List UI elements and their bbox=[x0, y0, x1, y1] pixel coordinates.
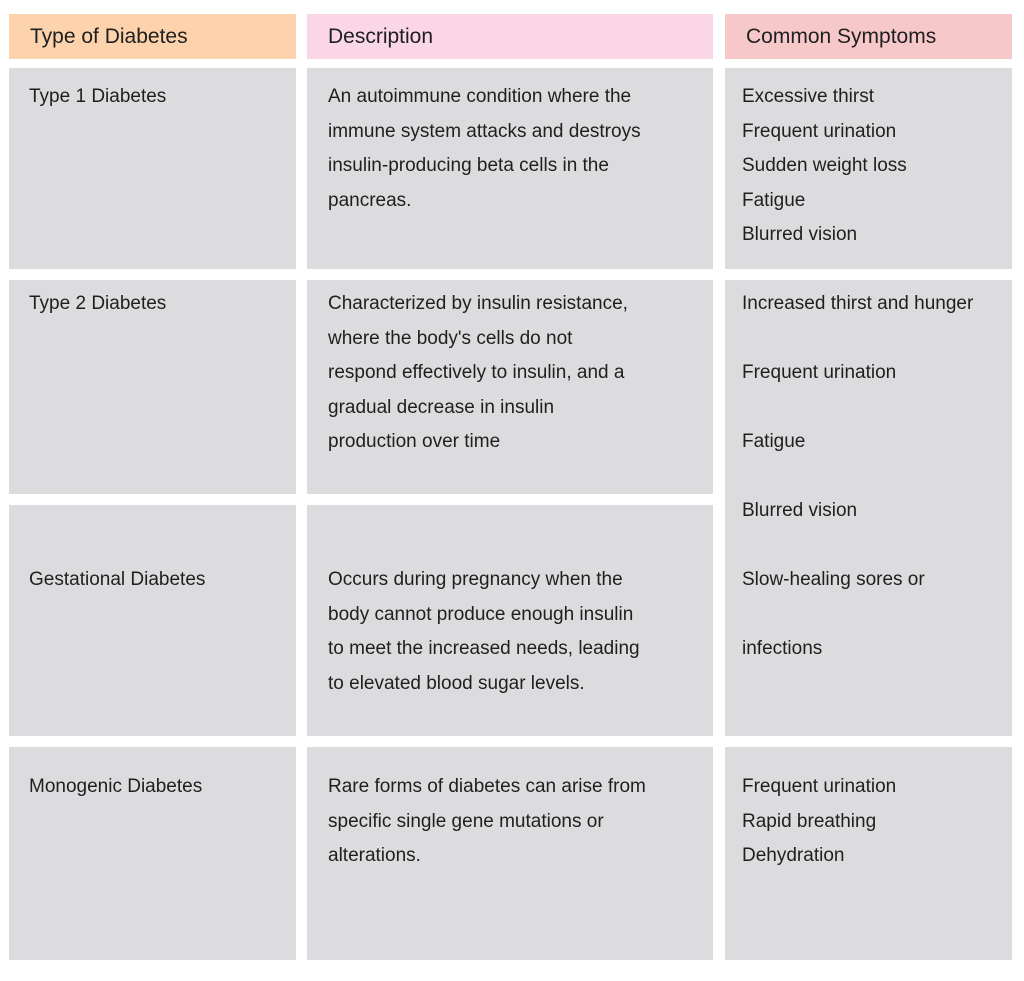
symptom-item: infections bbox=[742, 638, 823, 659]
monogenic-description bbox=[328, 770, 646, 874]
symptom-item: Excessive thirst bbox=[742, 86, 874, 107]
description-line: production over time bbox=[328, 431, 501, 452]
monogenic-symptoms-list bbox=[742, 770, 896, 874]
gestational-description bbox=[328, 563, 640, 701]
description-line: body cannot produce enough insulin bbox=[328, 603, 634, 625]
symptom-item: Increased thirst and hunger bbox=[742, 293, 974, 314]
type2-name: Type 2 Diabetes bbox=[29, 293, 167, 314]
type1-name: Type 1 Diabetes bbox=[29, 86, 167, 107]
description-line: Rare forms of diabetes can arise from bbox=[328, 776, 646, 797]
symptom-item: Dehydration bbox=[742, 845, 845, 866]
type1-description bbox=[328, 80, 641, 218]
symptom-item: Sudden weight loss bbox=[742, 155, 907, 176]
symptom-item: Fatigue bbox=[742, 431, 806, 452]
symptom-item: Blurred vision bbox=[742, 500, 858, 521]
type2-description bbox=[328, 287, 628, 460]
description-line: gradual decrease in insulin bbox=[328, 396, 555, 418]
symptom-item: Slow-healing sores or bbox=[742, 569, 925, 590]
cell-gestational-name bbox=[9, 505, 296, 736]
description-line: pancreas. bbox=[328, 189, 412, 211]
header-type-of-diabetes: Type of Diabetes bbox=[9, 14, 296, 59]
gestational-name: Gestational Diabetes bbox=[29, 569, 206, 590]
description-line: Characterized by insulin resistance, bbox=[328, 293, 628, 314]
symptom-item: Fatigue bbox=[742, 189, 806, 211]
description-line: respond effectively to insulin, and a bbox=[328, 362, 625, 383]
type1-symptoms-list bbox=[742, 80, 907, 253]
symptom-item: Rapid breathing bbox=[742, 810, 877, 832]
symptom-item: Frequent urination bbox=[742, 776, 897, 797]
description-line: specific single gene mutations or bbox=[328, 810, 604, 832]
monogenic-name: Monogenic Diabetes bbox=[29, 776, 203, 797]
description-line: alterations. bbox=[328, 845, 421, 866]
shared-symptoms-list bbox=[742, 287, 973, 701]
header-common-symptoms: Common Symptoms bbox=[725, 14, 1012, 59]
description-line: to meet the increased needs, leading bbox=[328, 638, 640, 659]
description-line: Occurs during pregnancy when the bbox=[328, 569, 623, 590]
symptom-item: Frequent urination bbox=[742, 362, 897, 383]
symptom-item: Frequent urination bbox=[742, 120, 897, 142]
header-description: Description bbox=[307, 14, 713, 59]
description-line: immune system attacks and destroys bbox=[328, 120, 641, 142]
description-line: to elevated blood sugar levels. bbox=[328, 672, 585, 694]
symptom-item: Blurred vision bbox=[742, 224, 858, 245]
description-line: An autoimmune condition where the bbox=[328, 86, 632, 107]
description-line: where the body's cells do not bbox=[328, 327, 573, 349]
description-line: insulin-producing beta cells in the bbox=[328, 155, 609, 176]
